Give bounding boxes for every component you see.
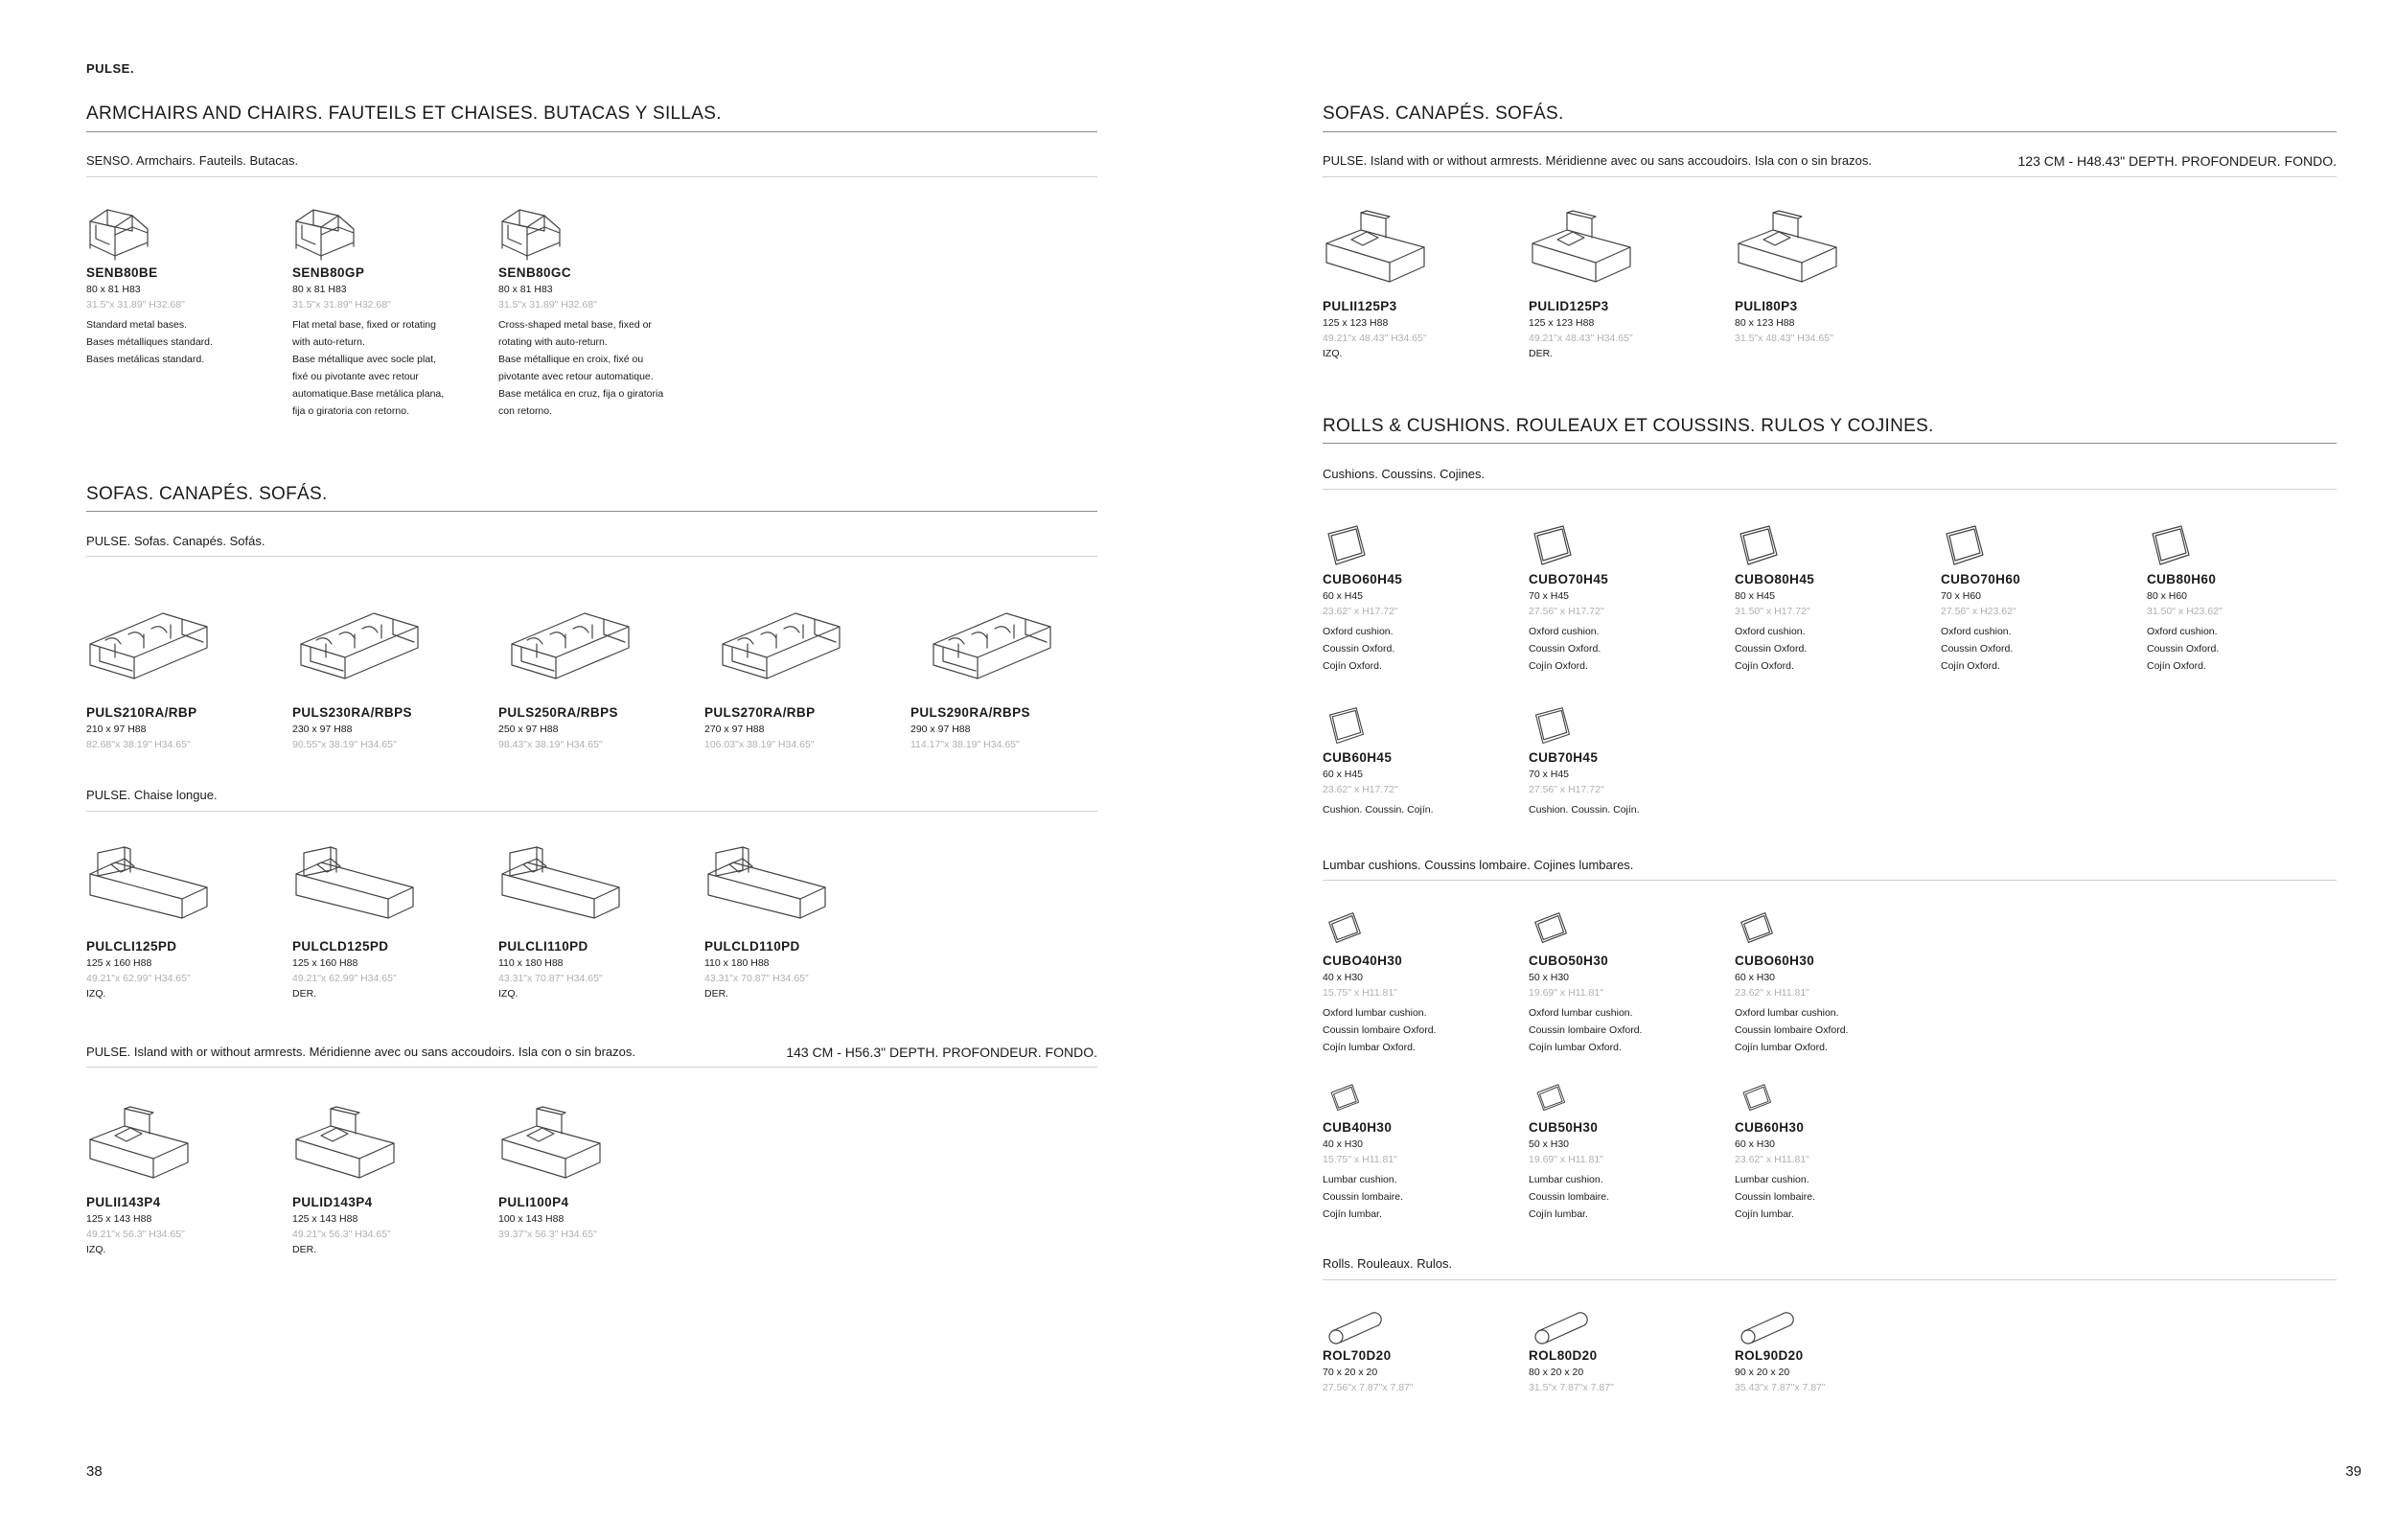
product-dimensions-imperial: 49.21"x 48.43" H34.65" xyxy=(1323,333,1427,344)
island-icon xyxy=(86,1088,192,1193)
product-dimensions-imperial: 43.31"x 70.87" H34.65" xyxy=(704,973,809,984)
product-dimensions: 60 x H30 xyxy=(1735,972,1776,983)
product-dimensions-imperial: 49.21"x 62.99" H34.65" xyxy=(292,973,397,984)
product-side: DER. xyxy=(704,988,729,1000)
product-dimensions: 60 x H45 xyxy=(1323,769,1364,780)
product-dimensions-imperial: 49.21"x 56.3" H34.65" xyxy=(86,1229,185,1240)
product-dimensions-imperial: 49.21"x 56.3" H34.65" xyxy=(292,1229,391,1240)
product-dimensions-imperial: 39.37"x 56.3" H34.65" xyxy=(498,1229,597,1240)
subsection-rule xyxy=(1323,489,2337,490)
product-code: ROL90D20 xyxy=(1735,1348,1804,1363)
product-dimensions: 80 x 20 x 20 xyxy=(1529,1367,1584,1378)
product-code: PULII143P4 xyxy=(86,1195,161,1209)
lumbar-cushion-icon xyxy=(1529,1078,1577,1118)
product-dimensions: 60 x H30 xyxy=(1735,1138,1776,1150)
product-dimensions: 80 x 81 H83 xyxy=(498,284,553,295)
product-side: IZQ. xyxy=(86,988,106,1000)
product-code: PULI80P3 xyxy=(1735,299,1798,313)
island-icon xyxy=(1735,192,1840,297)
product-dimensions-imperial: 43.31"x 70.87" H34.65" xyxy=(498,973,603,984)
product-dimensions: 125 x 143 H88 xyxy=(86,1213,152,1225)
product-code: ROL70D20 xyxy=(1323,1348,1392,1363)
sofa-icon xyxy=(498,585,642,703)
product-card xyxy=(498,1088,690,1240)
right-island-subtitle: PULSE. Island with or without armrests. Méridienne avec ou sans accoudoirs. Isla con o sin brazos. xyxy=(1323,153,1872,168)
product-card xyxy=(1323,1308,1514,1393)
product-dimensions-imperial: 31.5"x 31.89" H32.68" xyxy=(86,299,185,310)
lumbar-cushion-icon xyxy=(1323,906,1371,952)
chaise-longue-icon xyxy=(498,832,623,937)
product-dimensions: 125 x 143 H88 xyxy=(292,1213,358,1225)
product-side: DER. xyxy=(1529,348,1554,359)
product-dimensions: 70 x H45 xyxy=(1529,769,1570,780)
sofas-subtitle: PULSE. Sofas. Canapés. Sofás. xyxy=(86,534,265,548)
product-card xyxy=(2147,522,2338,675)
product-side: IZQ. xyxy=(498,988,518,1000)
product-dimensions: 40 x H30 xyxy=(1323,1138,1364,1150)
product-dimensions: 270 x 97 H88 xyxy=(704,724,765,735)
product-side: DER. xyxy=(292,1244,317,1255)
product-dimensions-imperial: 31.50" x H17.72" xyxy=(1735,606,1810,617)
product-dimensions-imperial: 31.5"x 31.89" H32.68" xyxy=(498,299,597,310)
product-card xyxy=(1735,1308,1926,1393)
product-dimensions: 125 x 123 H88 xyxy=(1529,317,1595,329)
sofas-section-title: SOFAS. CANAPÉS. SOFÁS. xyxy=(86,484,328,504)
product-dimensions-imperial: 23.62" x H17.72" xyxy=(1323,606,1398,617)
product-dimensions-imperial: 82.68"x 38.19" H34.65" xyxy=(86,739,191,750)
product-description: Oxford cushion. Coussin Oxford. Cojín Oxford. xyxy=(1941,626,2014,672)
subsection-rule xyxy=(1323,880,2337,881)
product-dimensions: 70 x 20 x 20 xyxy=(1323,1367,1378,1378)
lumbar-cushion-icon xyxy=(1529,906,1577,952)
product-card xyxy=(1323,1078,1514,1223)
sofa-icon xyxy=(86,585,211,703)
island-icon xyxy=(1529,192,1634,297)
cushion-icon xyxy=(1529,522,1577,570)
product-dimensions-imperial: 19.69" x H11.81" xyxy=(1529,987,1603,999)
product-code: PULS290RA/RBPS xyxy=(910,705,1030,720)
product-code: CUBO60H30 xyxy=(1735,954,1815,968)
product-code: PULS250RA/RBPS xyxy=(498,705,618,720)
product-dimensions-imperial: 27.56" x H17.72" xyxy=(1529,784,1604,795)
subsection-rule xyxy=(86,176,1097,177)
product-dimensions-imperial: 23.62" x H11.81" xyxy=(1735,1154,1809,1165)
page-number-right: 39 xyxy=(2345,1463,2361,1480)
armchairs-section-title: ARMCHAIRS AND CHAIRS. FAUTEILS ET CHAISES. BUTACAS Y SILLAS. xyxy=(86,103,722,124)
product-side: IZQ. xyxy=(1323,348,1343,359)
chaise-longue-icon xyxy=(704,832,829,937)
product-code: PULII125P3 xyxy=(1323,299,1397,313)
product-code: CUB60H45 xyxy=(1323,750,1393,765)
product-card xyxy=(1529,522,1720,675)
product-code: CUBO80H45 xyxy=(1735,572,1815,586)
product-code: CUBO50H30 xyxy=(1529,954,1609,968)
subsection-rule xyxy=(86,811,1097,812)
product-card xyxy=(1529,1078,1720,1223)
product-description: Cross-shaped metal base, fixed or rotating with auto-return. Base métallique en croix, fixé ou pivotante avec retour automatique. Base metálica en cruz, fija o giratoria con retorno. xyxy=(498,319,664,417)
island-icon xyxy=(292,1088,398,1193)
product-dimensions-imperial: 35.43"x 7.87"x 7.87" xyxy=(1735,1382,1826,1393)
product-code: PULI100P4 xyxy=(498,1195,569,1209)
cushion-icon xyxy=(1735,522,1783,570)
product-dimensions: 80 x 81 H83 xyxy=(292,284,347,295)
roll-icon xyxy=(1735,1308,1802,1346)
product-dimensions: 80 x 123 H88 xyxy=(1735,317,1795,329)
cushion-icon xyxy=(2147,522,2195,570)
subsection-rule xyxy=(86,556,1097,557)
product-dimensions: 50 x H30 xyxy=(1529,1138,1570,1150)
product-code: PULS270RA/RBP xyxy=(704,705,816,720)
product-card xyxy=(1735,522,1926,675)
product-dimensions-imperial: 23.62" x H17.72" xyxy=(1323,784,1398,795)
product-dimensions-imperial: 106.03"x 38.19" H34.65" xyxy=(704,739,815,750)
cushion-icon xyxy=(1323,522,1371,570)
product-dimensions-imperial: 15.75" x H11.81" xyxy=(1323,987,1397,999)
product-dimensions-imperial: 49.21"x 48.43" H34.65" xyxy=(1529,333,1633,344)
sofa-icon xyxy=(292,585,426,703)
product-description: Oxford cushion. Coussin Oxford. Cojín Oxford. xyxy=(1323,626,1395,672)
product-dimensions-imperial: 27.56" x H17.72" xyxy=(1529,606,1604,617)
product-card xyxy=(1735,192,1926,344)
product-description: Standard metal bases. Bases métalliques standard. Bases metálicas standard. xyxy=(86,319,213,365)
sofa-icon xyxy=(910,585,1073,703)
product-code: CUB40H30 xyxy=(1323,1120,1393,1135)
product-dimensions: 210 x 97 H88 xyxy=(86,724,147,735)
product-dimensions-imperial: 114.17"x 38.19" H34.65" xyxy=(910,739,1020,750)
product-dimensions: 125 x 160 H88 xyxy=(86,957,152,969)
product-card xyxy=(910,585,1102,750)
product-dimensions: 50 x H30 xyxy=(1529,972,1570,983)
armchair-icon xyxy=(292,196,359,264)
product-dimensions: 60 x H45 xyxy=(1323,590,1364,602)
armchair-icon xyxy=(498,196,565,264)
product-card xyxy=(86,585,278,750)
product-code: PULCLD125PD xyxy=(292,939,389,954)
product-dimensions: 40 x H30 xyxy=(1323,972,1364,983)
product-description: Lumbar cushion. Coussin lombaire. Cojín lumbar. xyxy=(1529,1174,1610,1220)
product-dimensions-imperial: 23.62" x H11.81" xyxy=(1735,987,1809,999)
product-card xyxy=(704,585,896,750)
page-number-left: 38 xyxy=(86,1463,103,1480)
product-dimensions: 230 x 97 H88 xyxy=(292,724,353,735)
product-card xyxy=(292,196,484,420)
product-dimensions: 290 x 97 H88 xyxy=(910,724,971,735)
lumbar-subtitle: Lumbar cushions. Coussins lombaire. Cojines lumbares. xyxy=(1323,858,1634,872)
product-description: Oxford lumbar cushion. Coussin lombaire Oxford. Cojín lumbar Oxford. xyxy=(1735,1007,1849,1053)
product-code: SENB80GC xyxy=(498,265,571,280)
product-description: Oxford cushion. Coussin Oxford. Cojín Oxford. xyxy=(1529,626,1601,672)
product-dimensions-imperial: 31.5"x 48.43" H34.65" xyxy=(1735,333,1833,344)
product-dimensions: 80 x H45 xyxy=(1735,590,1776,602)
product-card xyxy=(704,832,896,1000)
product-dimensions-imperial: 31.5"x 7.87"x 7.87" xyxy=(1529,1382,1614,1393)
product-card xyxy=(498,196,690,420)
product-dimensions: 110 x 180 H88 xyxy=(498,957,564,969)
product-card xyxy=(1735,1078,1926,1223)
subsection-rule xyxy=(1323,176,2337,177)
product-dimensions: 90 x 20 x 20 xyxy=(1735,1367,1790,1378)
product-side: IZQ. xyxy=(86,1244,106,1255)
product-code: CUBO70H45 xyxy=(1529,572,1609,586)
product-card xyxy=(1323,704,1514,818)
product-side: DER. xyxy=(292,988,317,1000)
section-rule xyxy=(86,131,1097,132)
product-code: PULCLI110PD xyxy=(498,939,588,954)
lumbar-cushion-icon xyxy=(1323,1078,1371,1118)
cushion-icon xyxy=(1323,704,1371,748)
product-code: CUB70H45 xyxy=(1529,750,1599,765)
product-dimensions: 100 x 143 H88 xyxy=(498,1213,564,1225)
product-description: Oxford lumbar cushion. Coussin lombaire Oxford. Cojín lumbar Oxford. xyxy=(1529,1007,1643,1053)
product-dimensions-imperial: 31.5"x 31.89" H32.68" xyxy=(292,299,391,310)
roll-icon xyxy=(1529,1308,1596,1346)
product-dimensions: 80 x H60 xyxy=(2147,590,2188,602)
product-dimensions-imperial: 15.75" x H11.81" xyxy=(1323,1154,1397,1165)
product-card xyxy=(1529,1308,1720,1393)
product-code: PULCLD110PD xyxy=(704,939,800,954)
right-island-depth-note: 123 CM - H48.43" DEPTH. PROFONDEUR. FONDO. xyxy=(2017,153,2337,169)
product-dimensions: 80 x 81 H83 xyxy=(86,284,141,295)
product-card xyxy=(1323,192,1514,359)
product-card xyxy=(1323,906,1514,1056)
cushion-icon xyxy=(1941,522,1989,570)
product-dimensions: 110 x 180 H88 xyxy=(704,957,770,969)
cushions-subtitle: Cushions. Coussins. Cojines. xyxy=(1323,467,1486,481)
product-code: PULCLI125PD xyxy=(86,939,177,954)
lumbar-cushion-icon xyxy=(1735,1078,1783,1118)
product-description: Lumbar cushion. Coussin lombaire. Cojín lumbar. xyxy=(1323,1174,1404,1220)
product-card xyxy=(498,585,690,750)
product-card xyxy=(86,196,278,368)
product-card xyxy=(86,1088,278,1255)
product-card xyxy=(498,832,690,1000)
product-card xyxy=(1323,522,1514,675)
armchairs-subtitle: SENSO. Armchairs. Fauteils. Butacas. xyxy=(86,153,299,168)
island-depth-note: 143 CM - H56.3" DEPTH. PROFONDEUR. FONDO. xyxy=(786,1045,1097,1060)
section-rule xyxy=(86,511,1097,512)
product-description: Lumbar cushion. Coussin lombaire. Cojín lumbar. xyxy=(1735,1174,1816,1220)
product-dimensions: 250 x 97 H88 xyxy=(498,724,559,735)
product-code: PULID125P3 xyxy=(1529,299,1609,313)
product-code: PULID143P4 xyxy=(292,1195,373,1209)
subsection-rule xyxy=(86,1067,1097,1068)
chaise-longue-icon xyxy=(292,832,417,937)
chaise-subtitle: PULSE. Chaise longue. xyxy=(86,788,218,802)
lumbar-cushion-icon xyxy=(1735,906,1783,952)
brand-label: PULSE. xyxy=(86,61,134,76)
section-rule xyxy=(1323,131,2337,132)
product-dimensions-imperial: 90.55"x 38.19" H34.65" xyxy=(292,739,397,750)
roll-icon xyxy=(1323,1308,1390,1346)
product-card xyxy=(1941,522,2132,675)
product-code: ROL80D20 xyxy=(1529,1348,1598,1363)
product-code: SENB80GP xyxy=(292,265,365,280)
product-code: CUB60H30 xyxy=(1735,1120,1805,1135)
product-card xyxy=(1529,192,1720,359)
product-code: CUBO40H30 xyxy=(1323,954,1403,968)
island-icon xyxy=(1323,192,1428,297)
rolls-cushions-section-title: ROLLS & CUSHIONS. ROULEAUX ET COUSSINS. RULOS Y COJINES. xyxy=(1323,416,1934,436)
product-dimensions-imperial: 19.69" x H11.81" xyxy=(1529,1154,1603,1165)
island-subtitle: PULSE. Island with or without armrests. Méridienne avec ou sans accoudoirs. Isla con o sin brazos. xyxy=(86,1045,635,1059)
product-code: CUB80H60 xyxy=(2147,572,2217,586)
product-code: CUBO60H45 xyxy=(1323,572,1403,586)
product-code: SENB80BE xyxy=(86,265,158,280)
right-sofas-section-title: SOFAS. CANAPÉS. SOFÁS. xyxy=(1323,103,1564,124)
product-card xyxy=(292,585,484,750)
product-card xyxy=(86,832,278,1000)
product-dimensions-imperial: 98.43"x 38.19" H34.65" xyxy=(498,739,603,750)
sofa-icon xyxy=(704,585,858,703)
product-description: Flat metal base, fixed or rotating with auto-return. Base métallique avec socle plat, fixé ou pivotante avec retour automatique.Base metálica plana, fija o giratoria con retorno. xyxy=(292,319,445,417)
product-code: CUB50H30 xyxy=(1529,1120,1599,1135)
product-dimensions-imperial: 31.50" x H23.62" xyxy=(2147,606,2223,617)
cushion-icon xyxy=(1529,704,1577,748)
product-card xyxy=(292,1088,484,1255)
product-code: PULS210RA/RBP xyxy=(86,705,197,720)
chaise-longue-icon xyxy=(86,832,211,937)
product-dimensions: 70 x H60 xyxy=(1941,590,1982,602)
product-code: PULS230RA/RBPS xyxy=(292,705,412,720)
product-card xyxy=(1735,906,1926,1056)
product-description: Oxford lumbar cushion. Coussin lombaire Oxford. Cojín lumbar Oxford. xyxy=(1323,1007,1437,1053)
product-dimensions-imperial: 49.21"x 62.99" H34.65" xyxy=(86,973,191,984)
product-dimensions: 125 x 123 H88 xyxy=(1323,317,1389,329)
product-dimensions: 70 x H45 xyxy=(1529,590,1570,602)
product-card xyxy=(292,832,484,1000)
product-dimensions-imperial: 27.56" x H23.62" xyxy=(1941,606,2016,617)
island-icon xyxy=(498,1088,604,1193)
product-description: Oxford cushion. Coussin Oxford. Cojín Oxford. xyxy=(2147,626,2220,672)
section-rule xyxy=(1323,443,2337,444)
product-description: Cushion. Coussin. Cojín. xyxy=(1529,804,1640,816)
product-description: Oxford cushion. Coussin Oxford. Cojín Oxford. xyxy=(1735,626,1808,672)
product-description: Cushion. Coussin. Cojín. xyxy=(1323,804,1434,816)
armchair-icon xyxy=(86,196,153,264)
product-dimensions: 125 x 160 H88 xyxy=(292,957,358,969)
rolls-subtitle: Rolls. Rouleaux. Rulos. xyxy=(1323,1256,1453,1271)
subsection-rule xyxy=(1323,1279,2337,1280)
product-card xyxy=(1529,906,1720,1056)
product-code: CUBO70H60 xyxy=(1941,572,2021,586)
product-card xyxy=(1529,704,1720,818)
product-dimensions-imperial: 27.56"x 7.87"x 7.87" xyxy=(1323,1382,1414,1393)
